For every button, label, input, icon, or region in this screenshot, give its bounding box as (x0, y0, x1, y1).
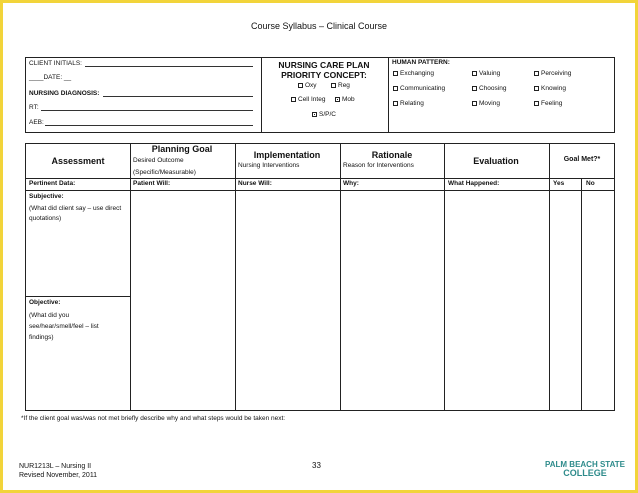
col-rationale: Rationale (371, 150, 413, 160)
col-evaluation: Evaluation (473, 156, 519, 166)
priority-concept-label: PRIORITY CONCEPT: (281, 70, 367, 80)
checkbox-communicating[interactable] (393, 86, 398, 91)
page-number: 33 (312, 461, 321, 470)
nursing-diagnosis-field[interactable] (103, 96, 253, 97)
hp-knowing[interactable]: Knowing (534, 85, 566, 92)
hp-moving[interactable]: Moving (472, 100, 500, 107)
hp-perceiving[interactable]: Perceiving (534, 70, 571, 77)
checkbox-feeling[interactable] (534, 101, 539, 106)
col-implementation: Implementation (253, 150, 321, 160)
what-happened-label: What Happened: (448, 180, 500, 187)
hp-communicating[interactable]: Communicating (393, 85, 445, 92)
col-planning-goal: Planning Goal (151, 144, 213, 154)
hp-feeling[interactable]: Feeling (534, 100, 562, 107)
objective-label: Objective: (29, 299, 61, 306)
nursing-diagnosis-label: NURSING DIAGNOSIS: (29, 90, 100, 97)
hp-relating[interactable]: Relating (393, 100, 424, 107)
patient-will-label: Patient Will: (133, 180, 171, 187)
checkbox-moving[interactable] (472, 101, 477, 106)
nurse-will-label: Nurse Will: (238, 180, 272, 187)
rationale-sub: Reason for Interventions (343, 162, 414, 169)
college-logo: PALM BEACH STATE COLLEGE (545, 460, 625, 478)
concept-oxy[interactable]: Oxy (298, 82, 317, 89)
yes-label: Yes (553, 180, 565, 187)
checkbox-choosing[interactable] (472, 86, 477, 91)
implementation-sub: Nursing Interventions (238, 162, 300, 169)
no-label: No (586, 180, 595, 187)
col-goal-met: Goal Met?* (563, 156, 601, 163)
date-label: ____DATE: __ (29, 74, 72, 81)
page-title: Course Syllabus – Clinical Course (250, 21, 388, 31)
hp-choosing[interactable]: Choosing (472, 85, 506, 92)
checkbox-oxy[interactable] (298, 83, 303, 88)
subjective-label: Subjective: (29, 193, 64, 200)
aeb-field[interactable] (45, 125, 253, 126)
hp-exchanging[interactable]: Exchanging (393, 70, 434, 77)
checkbox-perceiving[interactable] (534, 71, 539, 76)
checkbox-valuing[interactable] (472, 71, 477, 76)
checkbox-reg[interactable] (331, 83, 336, 88)
why-label: Why: (343, 180, 359, 187)
footer-course: NUR1213L – Nursing II (19, 463, 92, 470)
client-initials-label: CLIENT INITIALS: (29, 60, 82, 67)
concept-reg[interactable]: Reg (331, 82, 350, 89)
hp-valuing[interactable]: Valuing (472, 70, 500, 77)
subjective-hint: (What did client say – use direct quotations) (29, 205, 122, 222)
concept-cell-integ[interactable]: Cell Integ (291, 96, 325, 103)
planning-sub-desired: Desired Outcome (133, 157, 184, 164)
checkbox-exchanging[interactable] (393, 71, 398, 76)
footer-revised: Revised November, 2011 (19, 472, 98, 479)
rt-field[interactable] (41, 110, 253, 111)
objective-hint: (What did you see/hear/smell/feel – list findings) (29, 312, 99, 341)
planning-sub-specific: (Specific/Measurable) (133, 169, 196, 176)
goal-footnote: *If the client goal was/was not met briefly describe why and what steps would be taken next: (21, 415, 286, 422)
human-pattern-label: HUMAN PATTERN: (392, 59, 450, 66)
checkbox-relating[interactable] (393, 101, 398, 106)
care-plan-table (25, 143, 615, 411)
checkbox-cell-integ[interactable] (291, 97, 296, 102)
checkbox-mob[interactable] (335, 97, 340, 102)
concept-mob[interactable]: Mob (335, 96, 355, 103)
checkbox-knowing[interactable] (534, 86, 539, 91)
pertinent-data-label: Pertinent Data: (29, 180, 76, 187)
col-assessment: Assessment (51, 156, 105, 166)
care-plan-title: NURSING CARE PLAN (278, 60, 370, 70)
rt-label: RT: (29, 104, 39, 111)
concept-spc[interactable]: S/P/C (312, 111, 336, 118)
client-initials-field[interactable] (85, 66, 253, 67)
checkbox-spc[interactable] (312, 112, 317, 117)
aeb-label: AEB: (29, 119, 44, 126)
